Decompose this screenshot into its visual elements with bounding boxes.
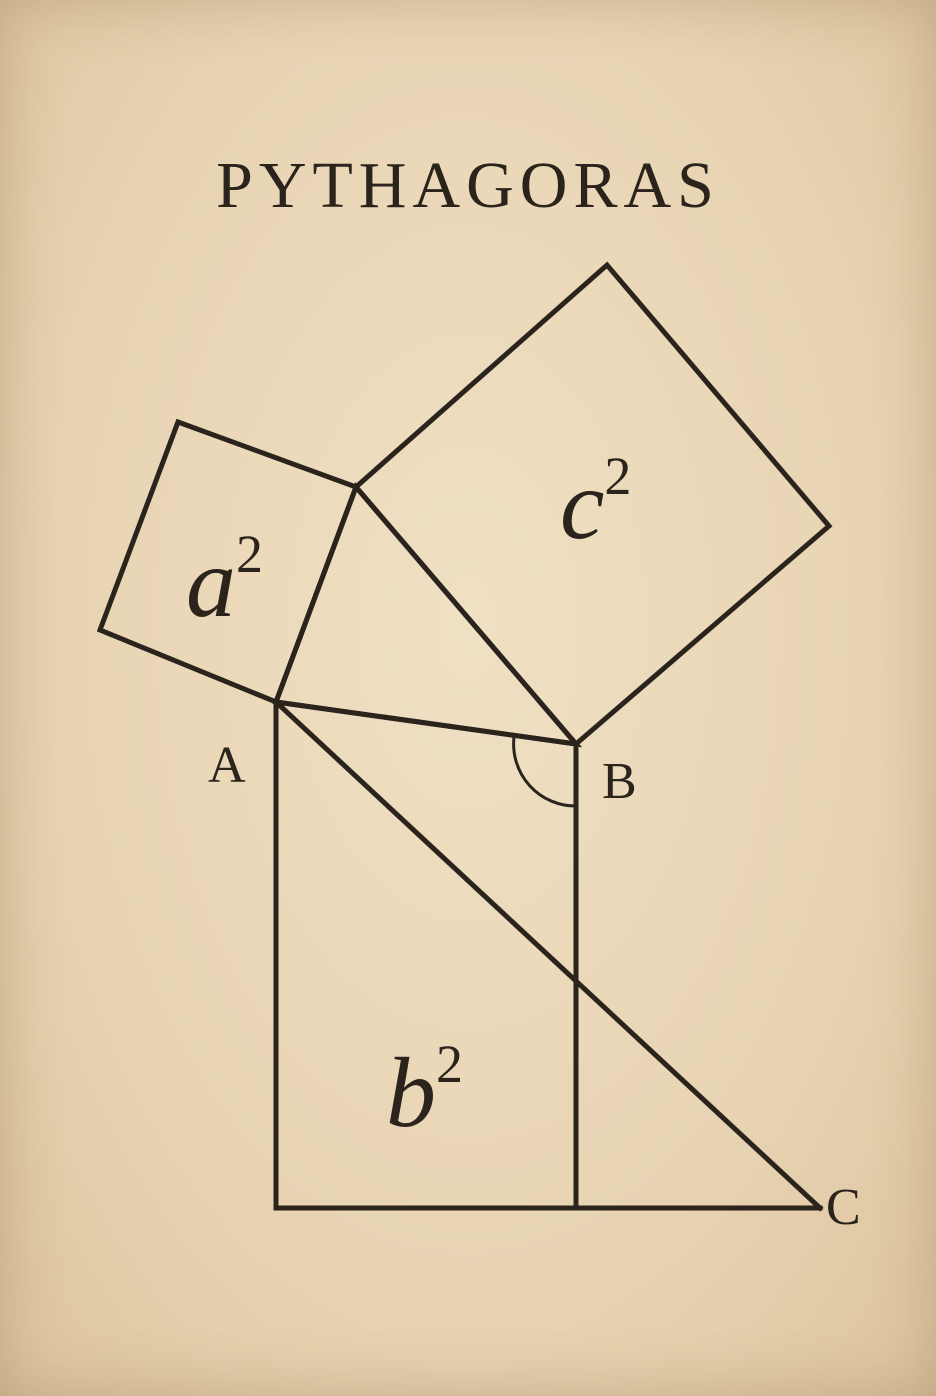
label-c-exp: 2 <box>604 446 632 506</box>
label-a-exp: 2 <box>236 524 263 584</box>
point-label-b: B <box>602 753 637 810</box>
diagonal-ac <box>276 702 820 1208</box>
right-angle-marker <box>514 737 576 806</box>
label-a-squared <box>186 524 263 638</box>
label-c-squared <box>560 446 631 560</box>
label-b-exp: 2 <box>436 1034 463 1094</box>
label-a-var: a <box>186 527 236 638</box>
point-label-c: C <box>826 1179 861 1236</box>
page-title: PYTHAGORAS <box>216 149 720 222</box>
triangle-abc <box>276 487 576 744</box>
point-label-a: A <box>208 737 246 794</box>
label-b-var: b <box>386 1037 436 1148</box>
label-c-var: c <box>560 449 605 560</box>
label-b-squared <box>386 1034 463 1148</box>
